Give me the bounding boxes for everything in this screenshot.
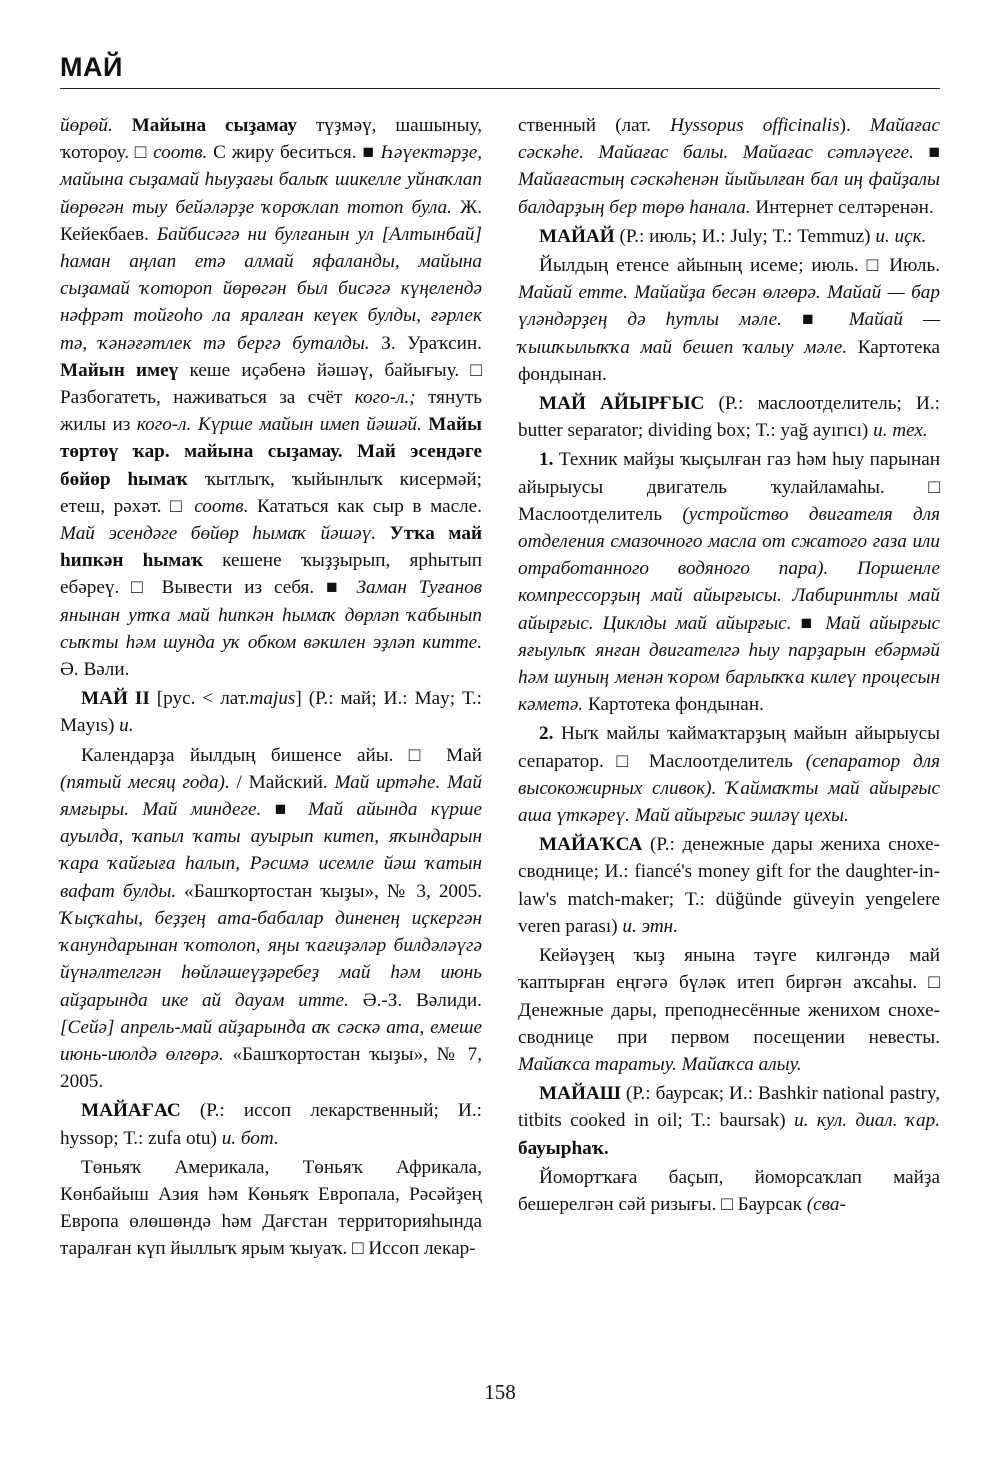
definition: Йомортҡаға баҫып, йоморсаҡлап майҙа бешерелгән сәй ризығы. [518,1166,940,1215]
definition: Төньяҡ Америкала, Төньяҡ Африкала, Көнбайыш Азия һәм Көньяҡ Европала, Рәсәйҙең Европа өлөшөндә һәм Дағстан территорияһында таралған күп йыллыҡ ярым ҡыуаҡ. [60,1156,482,1260]
citation: Интернет селтәренән. [755,196,934,218]
phrase-headword: Майын имеү [60,359,179,381]
citation: З. Ураҡсин. [381,332,482,354]
example: Майағас сәскәһе. Майағас балы. Майағас сәтләүеге. [518,115,940,164]
text: С жиру беситься. [213,142,357,164]
text: (пятый месяц года). [60,771,230,793]
latin-name: Hyssopus officinalis [670,115,840,136]
open-square-icon: □ [928,476,940,498]
cross-reference: бауырһаҡ. [518,1137,609,1159]
text: / Майский. [236,771,328,793]
citation: «Башҡортостан ҡыҙы», № 7, 2005. [60,1043,482,1093]
text: соотв. [194,495,249,517]
headword: МАЙ АЙЫРҒЫС [539,393,705,415]
headword: МАЙАҒАС [81,1100,181,1122]
headword: МАЙАҠСА [539,834,643,856]
text: йөрөй. [60,115,113,136]
text: majus [249,688,296,710]
text: Май [446,744,483,766]
text: ). [839,115,851,136]
part-of-speech: и. тех. [873,420,928,442]
phrase-headword: Майы төртөү ҡар. майына сыҙамау. Май эсендәге бөйөр һымаҡ [60,414,483,490]
filled-square-icon: ■ [928,142,940,164]
phrase-headword: Майына сыҙамау [131,115,297,136]
open-square-icon: □ [131,577,150,599]
example: Майай — ҡышҡылыҡҡа май бешеп ҡалыу мәле. [518,309,941,358]
open-square-icon: □ [866,255,882,277]
text: кеше иҫәбенә йәшәү, байығыу. [189,359,460,381]
text: (Р.: баурсак; И.: Bashkir national pastry, titbits cooked in oil; Т.: baursak) [518,1083,941,1132]
sense-2 [518,720,940,829]
definition: Техник майҙы ҡыҫылған газ һәм һыу парынан айырыусы двигатель ҡулайламаһы. [518,449,940,498]
citation: Картотека фондынан. [518,336,941,385]
entry-may-ii [60,685,482,739]
header-title: МАЙ [60,52,123,82]
part-of-speech: и. бот. [221,1127,279,1149]
citation: Ж. Кейекбаев. [60,196,482,245]
open-square-icon: □ [721,1193,733,1215]
text: соотв. [153,142,208,164]
text: (Р.: маслоотделитель; И.: butter separator; dividing box; Т.: yağ ayırıcı) [518,393,941,442]
text: кого-л. [136,414,192,436]
entry-body [518,252,940,388]
filled-square-icon: ■ [325,577,345,599]
example: Май айырғыс яғыулыҡ янған двигателгә һыу парҙарын ебәрмәй һәм шуның менән ҡором барлыҡҡа килеү процесын кәметә. [518,612,941,716]
citation: «Башҡортостан ҡыҙы», № 3, 2005. [184,880,482,902]
entry-mayaksa [518,831,940,940]
left-column [60,112,482,1265]
text: Денежные дары, преподнесённые женихом снохе-сводницe при первом посещении невесты. [518,999,940,1048]
definition: Календарҙа йылдың бишенсе айы. [81,744,394,766]
text: тянуть жилы из [60,387,483,436]
page-number: 158 [484,1380,516,1404]
citation: Картотека фондынан. [587,694,764,716]
example: (сепаратор для высокожирных сливок). Ҡаймаҡты май айырғыс аша үткәреү. Май айырғыс эшләү цехы. [518,750,941,827]
example: Май иртәһе. Май ямғыры. Май миндеге. [60,771,482,821]
text: (Р.: июль; И.: July; Т.: Temmuz) [619,225,871,247]
example: (устройство двигателя для отделения смазочного масла от сжатого газа или отработанного водяного пара). Поршенле компрессорҙың май айырғысы. Лабиринтлы май айырғыс. Циклды май айырғыс. [518,503,941,634]
text: Кататься как сыр в масле. [257,495,482,517]
example: Заман Туғанов янынан утҡа май һипкән һымаҡ дөрләп ҡабынып сыҡты һәм шунда уҡ обком вәкилен эҙләп китте. [60,577,483,653]
definition: Йылдың етенсе айының исеме; июль. [539,255,859,277]
text: ] (Р.: май; И.: May; Т.: Mayıs) [60,688,483,737]
example: [Сейә] апрель-май айҙарында аҡ сәскә ата, емеше июнь-июлдә өлгөрә. [60,1016,482,1065]
text: [рус. < лат. [156,688,250,710]
entry-body [518,1164,940,1218]
text: Баурсак [737,1193,802,1215]
example: Күрше майын имеп йәшәй. [197,414,422,436]
entry-continuation [518,112,940,221]
right-column [518,112,940,1220]
example: Ҡыҫҡаһы, беҙҙең ата-бабалар диненең иҫкергән ҡанундарынан ҡотолоп, яңы ҡағиҙәләр билдәләүгә йүнәлтелгән һөйләшеүҙәребеҙ май һәм июнь айҙарында ике ай дауам итте. [60,907,482,1011]
open-square-icon: □ [408,744,431,766]
sense-1 [518,446,940,718]
filled-square-icon: ■ [801,309,829,331]
part-of-speech: и. иҫк. [875,225,927,247]
entry-body [518,942,940,1078]
part-of-speech: и. [119,715,134,737]
text: (сва- [806,1193,846,1215]
open-square-icon: □ [134,142,148,164]
sense-number: 2. [539,723,554,745]
headword: МАЙАЙ [539,225,615,247]
open-square-icon: □ [170,495,186,517]
open-square-icon: □ [616,750,637,772]
citation: Ә. Вәли. [60,659,130,681]
example: Байбисәгә ни булғанын ул [Алтынбай] һаман аңлап етә алмай яфаланды, майына сыҙамай ҡотороп йөрөгән был бисәгә күңелендә нәфрәт тойғоһо ла яралған кеүек булды, ғәрлек тә, ҡәнәғәтлек тә бергә буталды. [60,223,482,354]
citation: Ә.-З. Вәлиди. [362,989,482,1011]
example: Май айында күрше ауылда, ҡапыл ҡаты ауырып китеп, яҡындарын ҡара ҡайғыға һалып, Рәсимә исемле йәш ҡатын вафат булды. [60,799,483,902]
text: Разбогатеть, наживаться за счёт [60,387,343,409]
example: Майаҡса таратыу. Майаҡса алыу. [518,1053,802,1075]
entry-continuation [60,112,482,683]
phrase-headword: Утҡа май һипкән һымаҡ [60,523,483,572]
entry-mayagas [60,1097,482,1151]
headword: МАЙ II [81,688,150,710]
text: кого-л.; [354,387,416,409]
text: Июль. [889,255,941,277]
text: Иссоп лекар- [368,1238,476,1260]
definition: Ныҡ майлы ҡаймаҡтарҙың майын айырыусы сепаратор. [518,723,940,772]
example: Май эсендәге бөйөр һымаҡ йәшәү. [60,523,377,545]
text: ҡытлыҡ, ҡыйынлыҡ кисермәй; етеш, рәхәт. [60,468,482,517]
entry-body [60,742,482,1096]
filled-square-icon: ■ [800,612,817,634]
part-of-speech: и. этн. [622,915,678,937]
text: (Р.: денежные дары жениха снохе-сводницe; И.: fiancé's money gift for the daughter-in-law's match-maker; Т.: düğünde güveyin yengelere veren parası) [518,834,940,937]
filled-square-icon: ■ [362,142,375,164]
text: ственный (лат. [518,115,651,136]
example: Майағастың сәскәһенән йыйылған бал иң файҙалы балдарҙың бер төрө һанала. [518,169,940,218]
text: Маслоотделитель [518,503,663,525]
open-square-icon: □ [928,972,941,994]
entry-body [60,1154,482,1263]
text: кешене ҡыҙҙырып, ярһытып ебәреү. [60,550,482,599]
entry-mayay [518,223,940,250]
text: Вывести из себя. [161,577,315,599]
text: (Р.: иссоп лекарственный; И.: hyssop; Т.: zufa otu) [60,1100,483,1149]
headword: МАЙАШ [539,1083,621,1105]
text: Маслоотделитель [648,750,793,772]
text: түҙмәү, шашыныу, ҡотороу. [60,115,482,164]
definition: Кейәүҙең ҡыҙ янына тәүге килгәндә май ҡаптырған еңгәгә бүләк итеп биргән аҡсаһы. [518,945,940,994]
running-header [60,50,940,89]
filled-square-icon: ■ [274,799,295,821]
entry-may-ayyrgys [518,390,940,444]
example: Майай етте. Майайҙа бесән өлгөрә. Майай — бар үләндәрҙең дә һутлы мәле. [518,282,940,331]
example: Һәүектәрҙе, майына сыҙамай һыуҙағы балыҡ шикелле уйнаҡлап йөрөгән тыу бейәләрҙе ҡороҡлап тотоп була. [60,142,483,218]
part-of-speech: и. кул. диал. ҡар. [794,1110,941,1132]
sense-number: 1. [539,449,554,471]
open-square-icon: □ [352,1238,364,1260]
entry-mayash [518,1080,940,1162]
open-square-icon: □ [470,359,483,381]
